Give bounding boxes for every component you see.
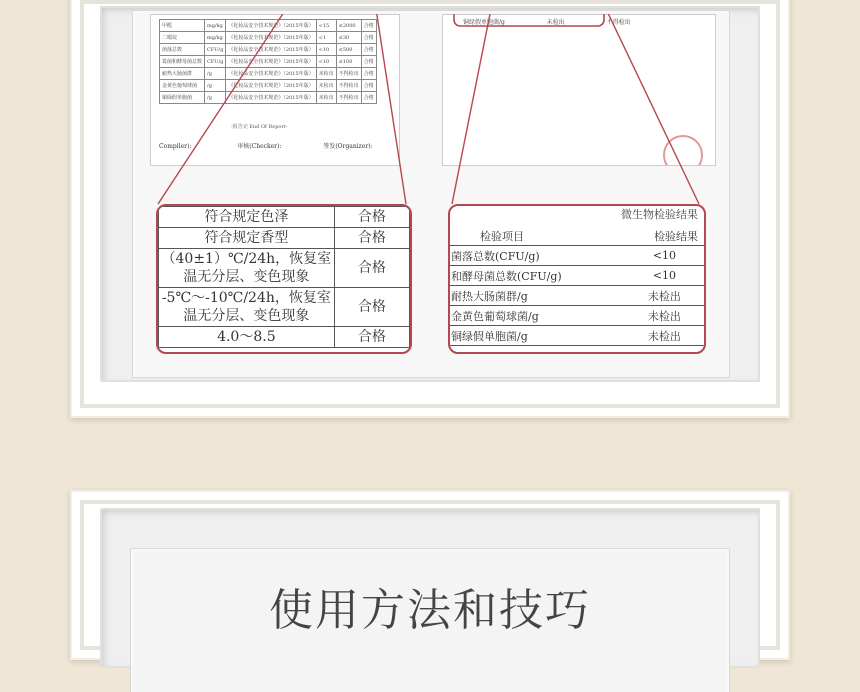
microbial-header-row: 检验项目 检验结果 (450, 226, 704, 246)
physical-test-table (158, 206, 410, 348)
microbial-heading: 微生物检验结果 (621, 208, 698, 221)
table-row: 菌落总数(CFU/g) <10 (450, 246, 704, 266)
table-row: 4.0～8.5 合格 (159, 327, 410, 348)
table-row: 符合规定香型 合格 (159, 228, 410, 249)
table-row: 耐热大肠菌群/g 未检出 (450, 286, 704, 306)
zoom-callout-physical (156, 204, 412, 354)
table-row: 铜绿假单胞菌 /g 《化妆品安全技术规范》（2015年版） 未检出 不得检出 合格 (160, 92, 377, 104)
table-row: 霉菌和酵母菌总数 CFU/g 《化妆品安全技术规范》（2015年版） <10 ≤100 合格 (160, 56, 377, 68)
table-row: 符合规定色泽 合格 (159, 207, 410, 228)
usage-title: 使用方法和技巧 (269, 585, 591, 636)
table-row: 金黄色葡萄球菌 /g 《化妆品安全技术规范》（2015年版） 未检出 不得检出 合格 (160, 80, 377, 92)
signature-row: Compiler): 审核(Checker): 签发(Organizer): (159, 143, 373, 150)
table-row: 金黄色葡萄球菌/g 未检出 (450, 306, 704, 326)
table-row: -5℃～-10℃/24h，恢复室温无分层、变色现象 合格 (159, 288, 410, 327)
table-row: 和酵母菌总数(CFU/g) <10 (450, 266, 704, 286)
end-of-report: -报告完 End Of Report- (231, 124, 288, 130)
zoom-callout-microbial (448, 204, 706, 354)
microbial-test-table (450, 226, 704, 346)
report-frame (70, 0, 790, 418)
usage-mat (100, 508, 760, 668)
report-mat (100, 6, 760, 382)
report-right-top-row: 铜绿假单胞菌/g 未检出 不得检出 (463, 19, 631, 26)
table-row: 菌落总数 CFU/g 《化妆品安全技术规范》（2015年版） <10 ≤500 合格 (160, 44, 377, 56)
table-row: 二噁烷 mg/kg 《化妆品安全技术规范》（2015年版） <1 ≤30 合格 (160, 32, 377, 44)
usage-panel (134, 552, 726, 692)
table-row: 耐热大肠菌群 /g 《化妆品安全技术规范》（2015年版） 未检出 不得检出 合格 (160, 68, 377, 80)
table-row: 铜绿假单胞菌/g 未检出 (450, 326, 704, 346)
report-canvas (136, 14, 726, 374)
table-row: 甲醛 mg/kg 《化妆品安全技术规范》（2015年版） <15 ≤2000 合格 (160, 20, 377, 32)
usage-frame (70, 490, 790, 660)
table-row: （40±1）℃/24h，恢复室温无分层、变色现象 合格 (159, 249, 410, 288)
